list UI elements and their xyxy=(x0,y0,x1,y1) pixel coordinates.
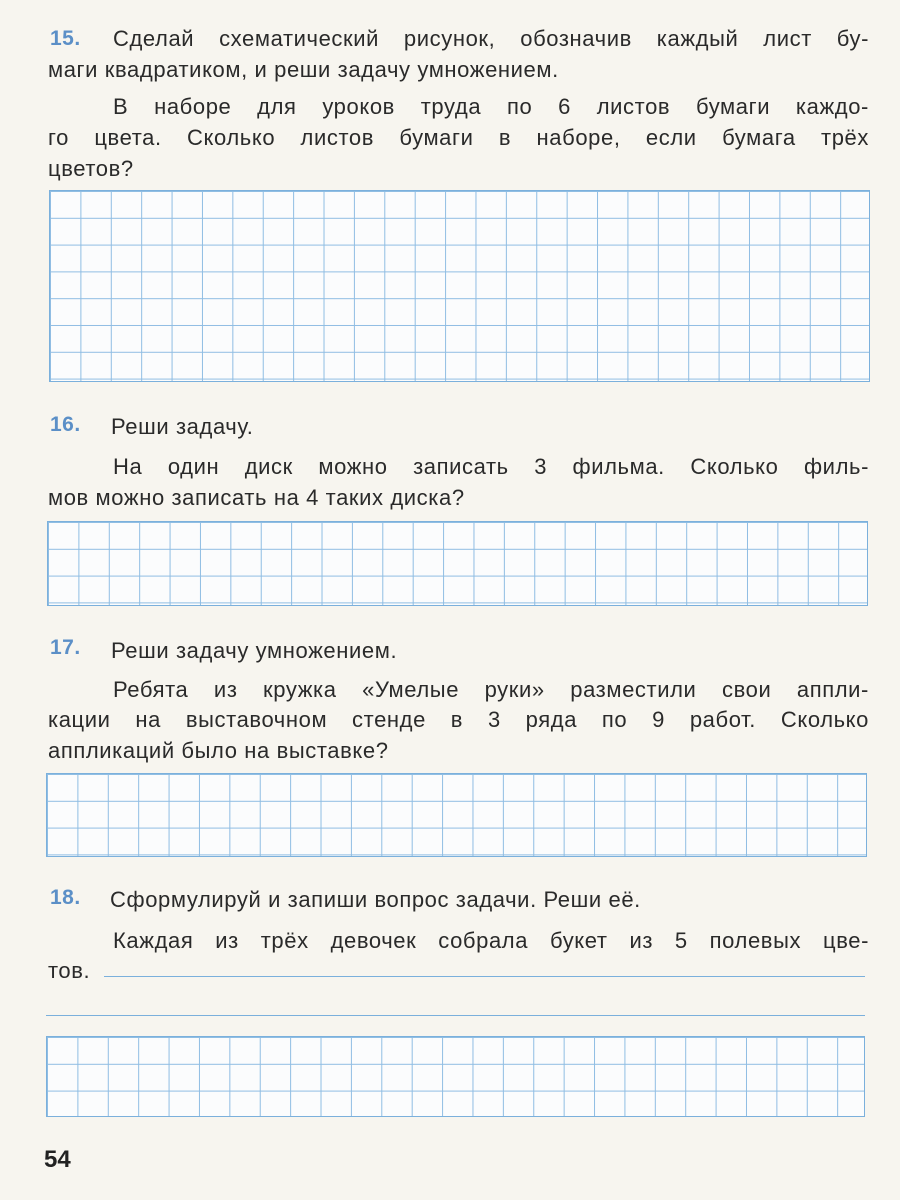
problem-line: кации на выставочном стенде в 3 ряда по 9 работ. Сколько xyxy=(48,707,869,732)
answer-grid[interactable] xyxy=(47,521,868,606)
problem-line: го цвета. Сколько листов бумаги в наборе, если бумага трёх xyxy=(48,125,869,150)
problem-line: мов можно записать на 4 таких диска? xyxy=(48,485,465,510)
page-number: 54 xyxy=(44,1146,71,1173)
problem-line: цветов? xyxy=(48,156,134,181)
problem-line: Каждая из трёх девочек собрала букет из 5 полевых цве- xyxy=(113,928,869,953)
problem-line: тов. xyxy=(48,958,91,983)
answer-grid[interactable] xyxy=(49,190,870,382)
problem-line: На один диск можно записать 3 фильма. Сколько филь- xyxy=(113,454,869,479)
problem-line: В наборе для уроков труда по 6 листов бумаги каждо- xyxy=(113,94,869,119)
problem-line: аппликаций было на выставке? xyxy=(48,738,389,763)
instruction-line: Реши задачу. xyxy=(111,414,254,439)
instruction-line: Сформулируй и запиши вопрос задачи. Реши её. xyxy=(110,887,641,912)
writing-line[interactable] xyxy=(46,1015,865,1016)
answer-grid[interactable] xyxy=(46,773,867,857)
answer-grid[interactable] xyxy=(46,1036,865,1117)
task-number: 16. xyxy=(50,413,81,436)
instruction-line: маги квадратиком, и реши задачу умножением. xyxy=(48,57,559,82)
problem-line: Ребята из кружка «Умелые руки» разместили свои аппли- xyxy=(113,677,869,702)
task-number: 15. xyxy=(50,27,81,50)
task-number: 18. xyxy=(50,886,81,909)
writing-line[interactable] xyxy=(104,976,865,977)
task-number: 17. xyxy=(50,636,81,659)
instruction-line: Реши задачу умножением. xyxy=(111,638,398,663)
instruction-line: Сделай схематический рисунок, обозначив каждый лист бу- xyxy=(113,26,869,51)
